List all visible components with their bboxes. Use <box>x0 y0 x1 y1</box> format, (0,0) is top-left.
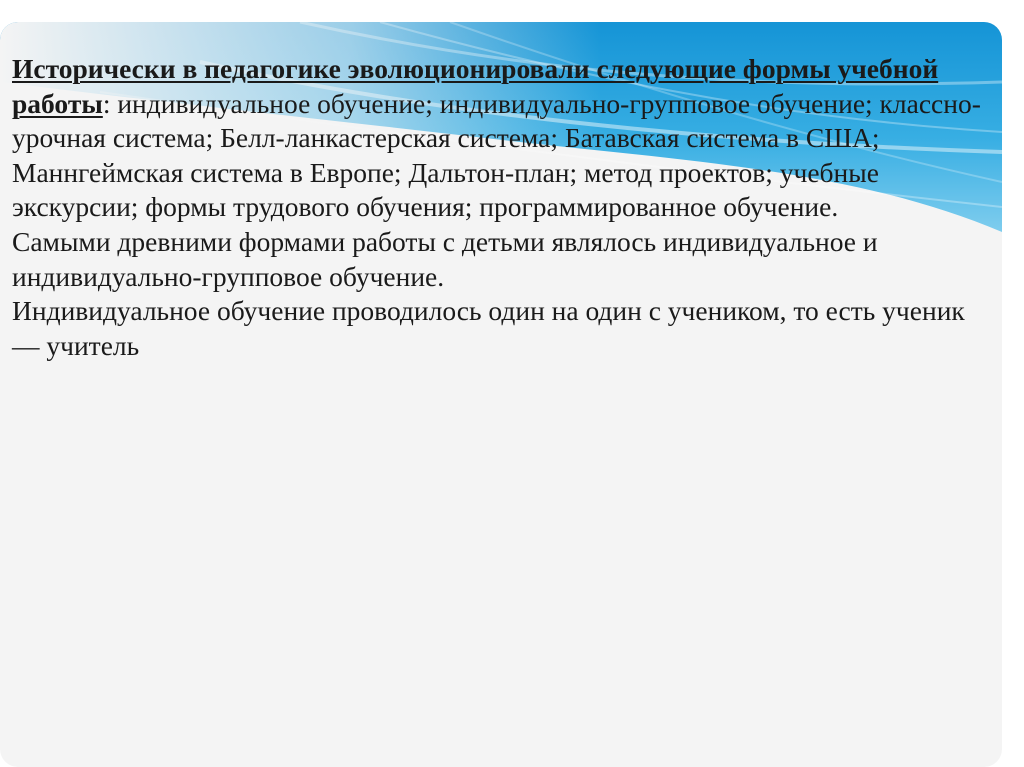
forms-list: : индивидуальное обучение; индивидуально-групповое обучение; классно-урочная система; Белл-ланкастерская система; Батавская система в США; Маннгеймская система в Европе; Дальтон-план; метод проектов; учебные экскурсии; формы трудового обучения; программированное обучение. <box>12 87 981 223</box>
paragraph-ancient-forms: Самыми древними формами работы с детьми являлось индивидуальное и индивидуально-групповое обучение. <box>12 225 878 292</box>
paragraph-individual-learning: Индивидуальное обучение проводилось один на один с учеником, то есть ученик — учитель <box>12 295 965 361</box>
slide <box>0 22 1002 767</box>
paragraph-forms-list <box>12 52 987 225</box>
lead-phrase: Исторически в педагогике эволюционировали следующие формы учебной работы <box>12 53 939 119</box>
slide-body-text <box>12 52 987 363</box>
